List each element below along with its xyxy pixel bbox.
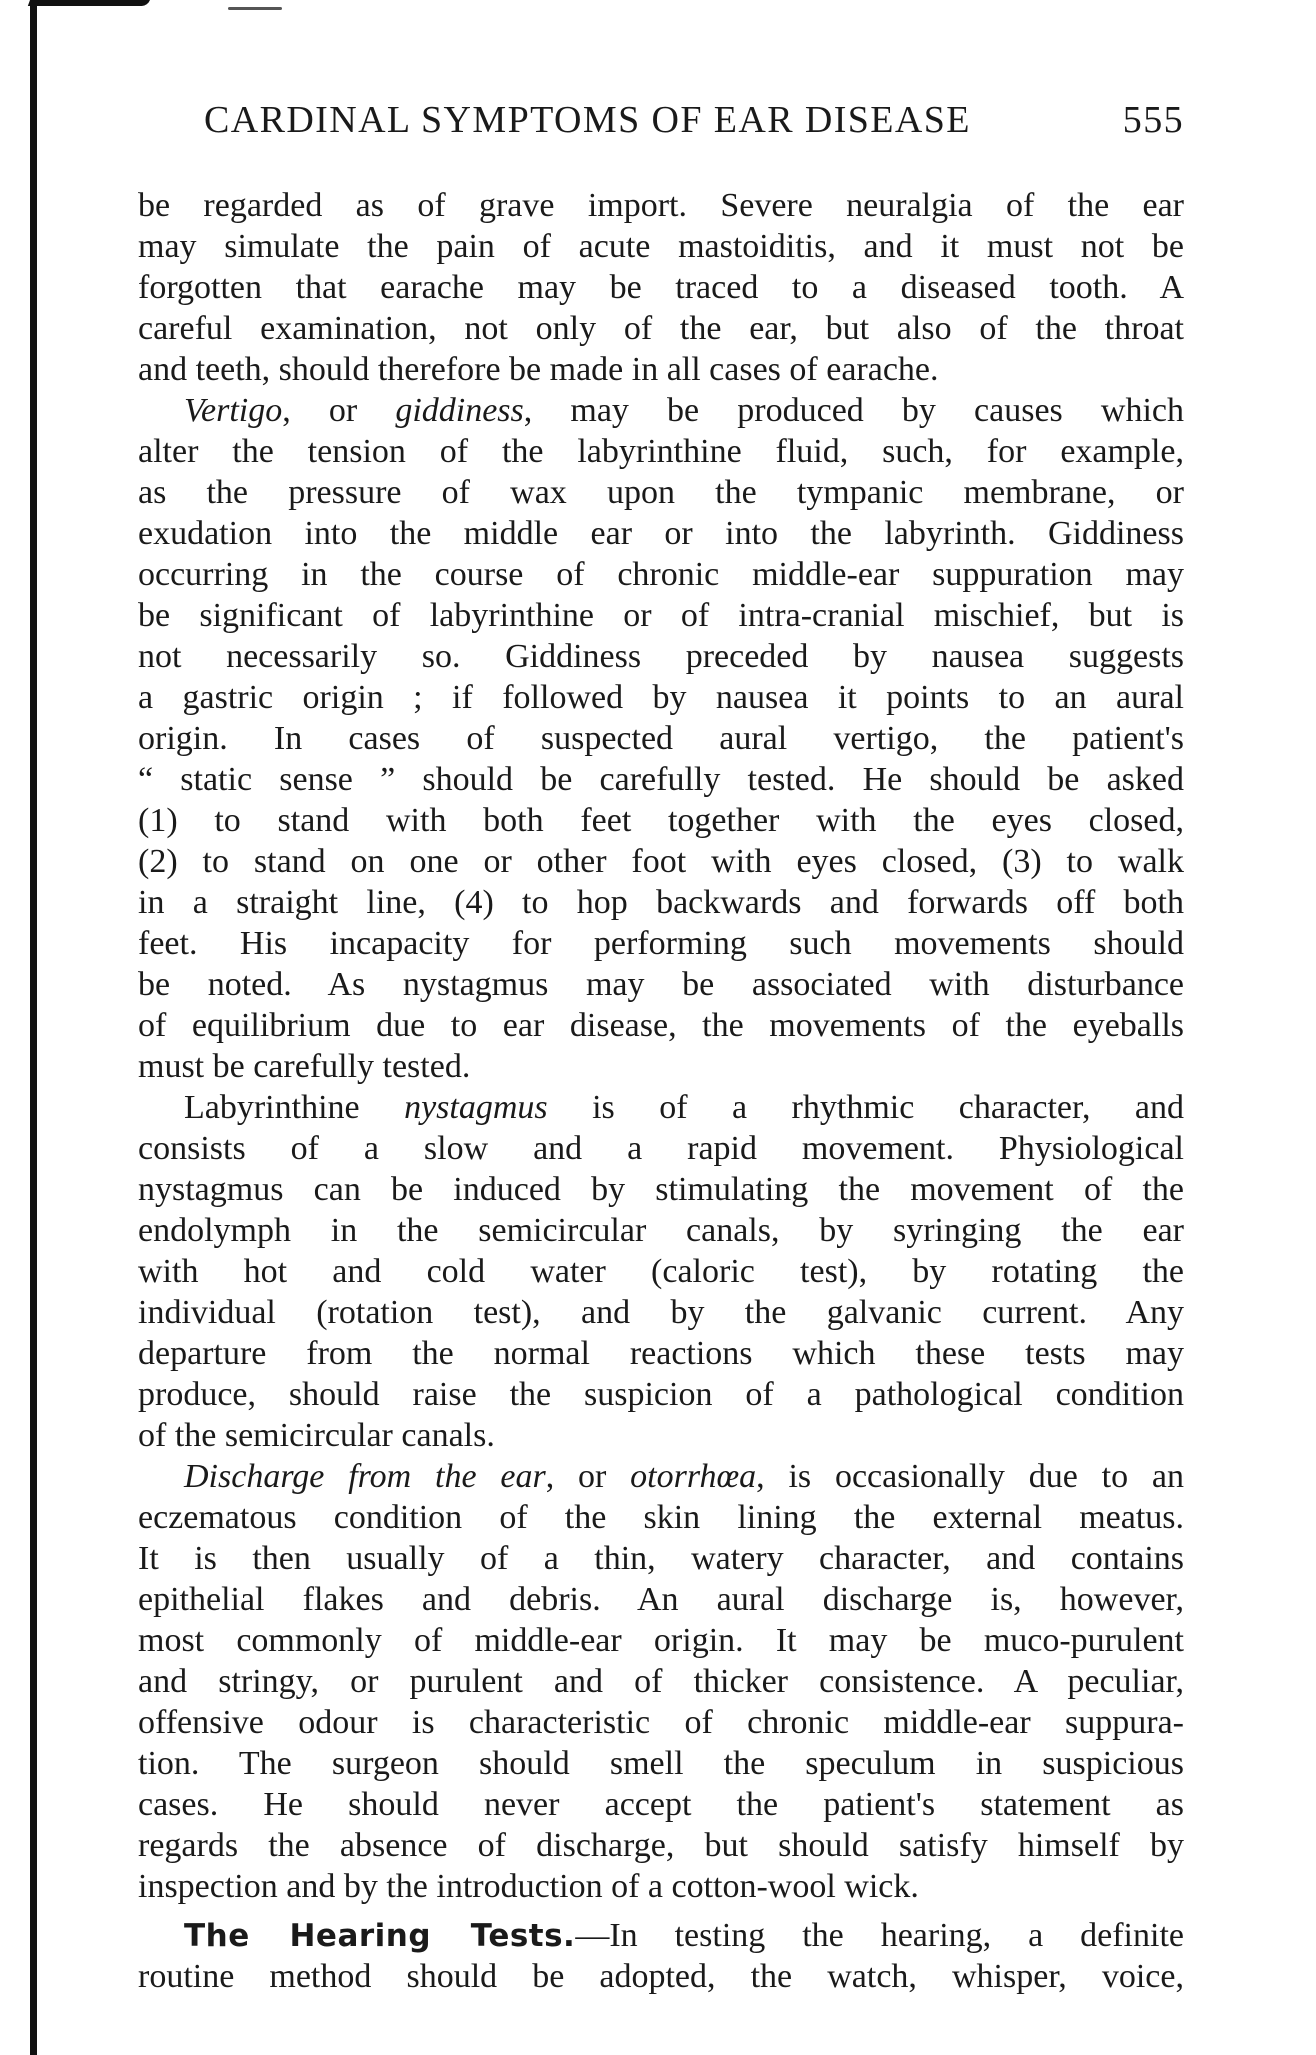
text-line: nystagmus can be induced by stimulating the movement of the bbox=[138, 1171, 1184, 1208]
page-binding-corner bbox=[28, 0, 150, 6]
text-line: origin. In cases of suspected aural vertigo, the patient's bbox=[138, 720, 1184, 757]
text-line: individual (rotation test), and by the galvanic current. Any bbox=[138, 1294, 1184, 1331]
page-number: 555 bbox=[1122, 99, 1184, 141]
text-line: and stringy, or purulent and of thicker consistence. A peculiar, bbox=[138, 1663, 1184, 1700]
paragraph-hearing-tests bbox=[138, 1915, 1184, 1997]
text-line: of the semicircular canals. bbox=[138, 1417, 495, 1454]
page-binding-edge bbox=[30, 0, 37, 2055]
text-line: alter the tension of the labyrinthine fluid, such, for example, bbox=[138, 433, 1184, 470]
paragraph-discharge bbox=[138, 1456, 1184, 1907]
text-line: careful examination, not only of the ear, but also of the throat bbox=[138, 310, 1184, 347]
text-line: and teeth, should therefore be made in all cases of earache. bbox=[138, 351, 939, 388]
running-header bbox=[204, 95, 1184, 145]
text-line: The Hearing Tests.—In testing the hearing, a definite bbox=[184, 1917, 1184, 1954]
page-body bbox=[138, 185, 1184, 1997]
term-giddiness: giddiness bbox=[395, 392, 524, 429]
term-nystagmus: nystagmus bbox=[404, 1089, 548, 1126]
text-line: It is then usually of a thin, watery character, and contains bbox=[138, 1540, 1184, 1577]
text-line: occurring in the course of chronic middle-ear suppuration may bbox=[138, 556, 1184, 593]
scan-mark bbox=[228, 7, 282, 10]
text-line: eczematous condition of the skin lining the external meatus. bbox=[138, 1499, 1184, 1536]
running-title: CARDINAL SYMPTOMS OF EAR DISEASE bbox=[204, 99, 971, 141]
text-line: regards the absence of discharge, but should satisfy himself by bbox=[138, 1827, 1184, 1864]
text-line: “ static sense ” should be carefully tested. He should be asked bbox=[138, 761, 1184, 798]
paragraph-nystagmus bbox=[138, 1087, 1184, 1456]
text-line: a gastric origin ; if followed by nausea it points to an aural bbox=[138, 679, 1184, 716]
text-line: consists of a slow and a rapid movement. Physiological bbox=[138, 1130, 1184, 1167]
text-line: most commonly of middle-ear origin. It may be muco-purulent bbox=[138, 1622, 1184, 1659]
text-line: may simulate the pain of acute mastoiditis, and it must not be bbox=[138, 228, 1184, 265]
paragraph-vertigo bbox=[138, 390, 1184, 1087]
text-line: be noted. As nystagmus may be associated with disturbance bbox=[138, 966, 1184, 1003]
section-heading-hearing-tests: The Hearing Tests. bbox=[184, 1918, 576, 1954]
term-vertigo: Vertigo bbox=[184, 392, 283, 429]
text-line: epithelial flakes and debris. An aural discharge is, however, bbox=[138, 1581, 1184, 1618]
text-line: as the pressure of wax upon the tympanic membrane, or bbox=[138, 474, 1184, 511]
text-line: in a straight line, (4) to hop backwards and forwards off both bbox=[138, 884, 1184, 921]
text-line: offensive odour is characteristic of chronic middle-ear suppura- bbox=[138, 1704, 1184, 1741]
text-line: tion. The surgeon should smell the speculum in suspicious bbox=[138, 1745, 1184, 1782]
text-line: exudation into the middle ear or into the labyrinth. Giddiness bbox=[138, 515, 1184, 552]
text-line: be regarded as of grave import. Severe neuralgia of the ear bbox=[138, 187, 1184, 224]
text-line: produce, should raise the suspicion of a pathological condition bbox=[138, 1376, 1184, 1413]
text-line: Vertigo, or giddiness, may be produced by causes which bbox=[184, 392, 1184, 429]
text-line: with hot and cold water (caloric test), by rotating the bbox=[138, 1253, 1184, 1290]
text-line: endolymph in the semicircular canals, by syringing the ear bbox=[138, 1212, 1184, 1249]
text-line: forgotten that earache may be traced to a diseased tooth. A bbox=[138, 269, 1184, 306]
text-line: routine method should be adopted, the watch, whisper, voice, bbox=[138, 1958, 1184, 1995]
paragraph-earache bbox=[138, 185, 1184, 390]
text-line: Labyrinthine nystagmus is of a rhythmic character, and bbox=[184, 1089, 1184, 1126]
text-line: (2) to stand on one or other foot with eyes closed, (3) to walk bbox=[138, 843, 1184, 880]
text-line: cases. He should never accept the patient's statement as bbox=[138, 1786, 1184, 1823]
text-line: not necessarily so. Giddiness preceded by nausea suggests bbox=[138, 638, 1184, 675]
text-line: feet. His incapacity for performing such movements should bbox=[138, 925, 1184, 962]
term-otorrhoea: otorrhœa bbox=[630, 1458, 757, 1495]
text-line: inspection and by the introduction of a cotton-wool wick. bbox=[138, 1868, 919, 1905]
text-line: departure from the normal reactions which these tests may bbox=[138, 1335, 1184, 1372]
text-line: Discharge from the ear, or otorrhœa, is occasionally due to an bbox=[184, 1458, 1184, 1495]
text-line: of equilibrium due to ear disease, the movements of the eyeballs bbox=[138, 1007, 1184, 1044]
text-line: (1) to stand with both feet together with the eyes closed, bbox=[138, 802, 1184, 839]
term-discharge: Discharge from the ear bbox=[184, 1458, 546, 1495]
text-line: must be carefully tested. bbox=[138, 1048, 471, 1085]
text-line: be significant of labyrinthine or of intra-cranial mischief, but is bbox=[138, 597, 1184, 634]
